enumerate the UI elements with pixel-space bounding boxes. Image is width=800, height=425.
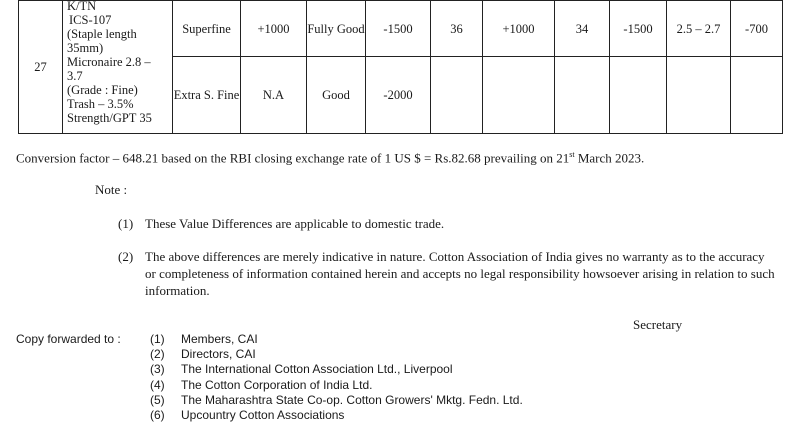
copy-forwarded-label: Copy forwarded to : <box>16 332 121 346</box>
list-item-number: (2) <box>150 347 165 362</box>
table-cell: Good <box>307 57 366 134</box>
table-cell: +1000 <box>241 1 307 57</box>
note-text: The above differences are merely indicative in nature. Cotton Association of India gives no warranty as to the accuracy or completeness of information contained herein and accepts no legal responsibility howsoever arising in relation to such information. <box>145 249 775 298</box>
table-cell: -1500 <box>610 1 667 57</box>
signatory-title: Secretary <box>633 317 683 332</box>
note-heading: Note : <box>95 182 128 197</box>
table-cell: Extra S. Fine <box>173 57 241 134</box>
table-cell: +1000 <box>483 1 555 57</box>
list-item-text: The Cotton Corporation of India Ltd. <box>181 377 373 392</box>
table-cell: Fully Good <box>307 1 366 57</box>
list-item-number: (3) <box>150 362 165 377</box>
list-item-number: (4) <box>150 377 165 392</box>
table-cell: -700 <box>731 1 783 57</box>
table-cell <box>431 57 483 134</box>
table-cell <box>483 57 555 134</box>
ordinal-suffix: st <box>569 150 575 159</box>
row-number: 27 <box>19 1 63 134</box>
list-item-number: (1) <box>150 332 165 346</box>
desc-line: Trash – 3.5% <box>67 97 134 111</box>
conversion-text: Conversion factor – 648.21 based on the RBI closing exchange rate of 1 US $ = Rs.82.68 prevailing on 21 <box>16 150 570 166</box>
table-row <box>19 1 783 57</box>
value-difference-table <box>18 0 783 134</box>
desc-line: Strength/GPT 35 <box>67 111 152 125</box>
value-difference-grid <box>18 0 783 134</box>
desc-line: (Staple length <box>67 27 137 41</box>
table-cell: 36 <box>431 1 483 57</box>
desc-line: 3.7 <box>67 69 83 83</box>
list-item <box>150 332 523 347</box>
note-number: (1) <box>118 216 134 231</box>
list-item-text: Members, CAI <box>181 332 258 346</box>
desc-line: K/TN <box>67 0 97 13</box>
list-item-text: The Maharashtra State Co-op. Cotton Growers' Mktg. Fedn. Ltd. <box>181 392 523 407</box>
list-item <box>150 378 523 393</box>
table-cell: 2.5 – 2.7 <box>667 1 731 57</box>
table-cell: -2000 <box>366 57 431 134</box>
table-cell: N.A <box>241 57 307 134</box>
cotton-variety-description <box>63 1 173 134</box>
list-item-text: Upcountry Cotton Associations <box>181 408 345 423</box>
table-cell <box>667 57 731 134</box>
table-cell <box>731 57 783 134</box>
desc-line: ICS-107 <box>69 13 112 27</box>
list-item <box>150 362 523 377</box>
desc-line: 35mm) <box>67 41 104 55</box>
desc-line: (Grade : Fine) <box>67 83 138 97</box>
note-text: These Value Differences are applicable to domestic trade. <box>145 216 445 231</box>
list-item-number: (6) <box>150 408 165 423</box>
desc-line: Micronaire 2.8 – <box>67 55 151 69</box>
table-cell <box>610 57 667 134</box>
copy-forwarded-list <box>150 332 523 423</box>
conversion-date-tail: March 2023. <box>574 150 645 166</box>
list-item <box>150 393 523 408</box>
list-item-text: The International Cotton Association Ltd., Liverpool <box>181 362 453 377</box>
table-cell: -1500 <box>366 1 431 57</box>
note-number: (2) <box>118 249 134 264</box>
list-item <box>150 408 523 423</box>
table-cell: Superfine <box>173 1 241 57</box>
list-item <box>150 347 523 362</box>
table-cell <box>555 57 610 134</box>
list-item-text: Directors, CAI <box>181 347 256 362</box>
conversion-factor-line <box>16 150 644 166</box>
list-item-number: (5) <box>150 392 165 407</box>
table-cell: 34 <box>555 1 610 57</box>
